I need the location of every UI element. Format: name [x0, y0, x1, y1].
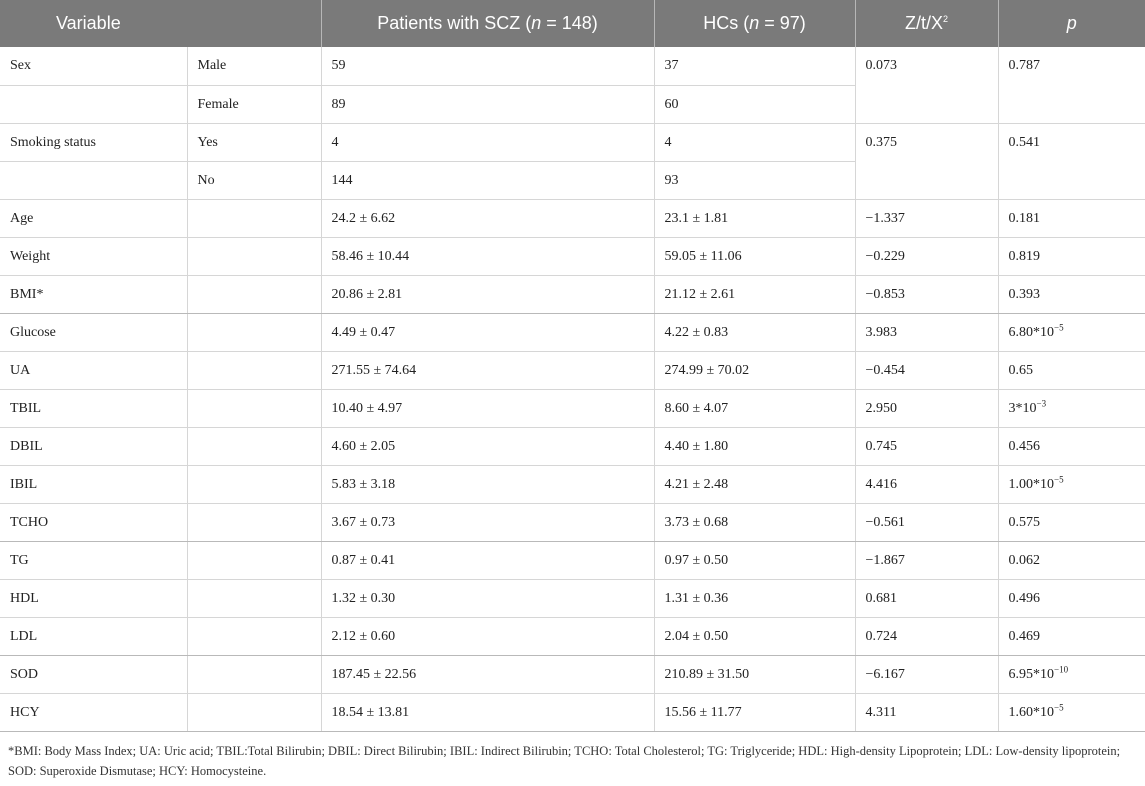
cell-sub: [187, 465, 321, 503]
table-row: [0, 313, 1145, 351]
cell-stat: −1.867: [855, 541, 998, 579]
cell-variable: TBIL: [0, 389, 187, 427]
cell-stat: −0.853: [855, 275, 998, 313]
header-hcs: HCs (n = 97): [654, 0, 855, 47]
table-row: [0, 465, 1145, 503]
cell-stat: 4.311: [855, 693, 998, 731]
cell-scz: 59: [321, 47, 654, 85]
cell-hc: 0.97 ± 0.50: [654, 541, 855, 579]
cell-scz: 187.45 ± 22.56: [321, 655, 654, 693]
cell-p: $1.00*10^{-5}$: [998, 465, 1145, 503]
cell-scz: 4: [321, 123, 654, 161]
cell-stat: 4.416: [855, 465, 998, 503]
cell-sub: Female: [187, 85, 321, 123]
table-row: [0, 275, 1145, 313]
cell-variable: TCHO: [0, 503, 187, 541]
table-row: [0, 389, 1145, 427]
cell-sub: [187, 579, 321, 617]
table-row: [0, 503, 1145, 541]
table-row: [0, 541, 1145, 579]
cell-sub: [187, 237, 321, 275]
cell-scz: 0.87 ± 0.41: [321, 541, 654, 579]
cell-variable: TG: [0, 541, 187, 579]
cell-sub: Male: [187, 47, 321, 85]
cell-stat: −0.229: [855, 237, 998, 275]
cell-hc: 93: [654, 161, 855, 199]
header-p: p: [998, 0, 1145, 47]
cell-hc: 4.21 ± 2.48: [654, 465, 855, 503]
cell-stat: 3.983: [855, 313, 998, 351]
cell-sub: [187, 199, 321, 237]
cell-hc: 4.22 ± 0.83: [654, 313, 855, 351]
cell-hc: 1.31 ± 0.36: [654, 579, 855, 617]
cell-sub: [187, 693, 321, 731]
cell-stat: −6.167: [855, 655, 998, 693]
cell-hc: 59.05 ± 11.06: [654, 237, 855, 275]
cell-stat: 0.073: [855, 47, 998, 123]
cell-p: 0.062: [998, 541, 1145, 579]
cell-sub: [187, 541, 321, 579]
cell-scz: 58.46 ± 10.44: [321, 237, 654, 275]
cell-p: 0.393: [998, 275, 1145, 313]
cell-p: 0.65: [998, 351, 1145, 389]
cell-hc: 15.56 ± 11.77: [654, 693, 855, 731]
cell-sub: [187, 427, 321, 465]
cell-scz: 2.12 ± 0.60: [321, 617, 654, 655]
cell-hc: 4.40 ± 1.80: [654, 427, 855, 465]
cell-scz: 89: [321, 85, 654, 123]
cell-scz: 271.55 ± 74.64: [321, 351, 654, 389]
cell-p: $3*10^{-3}$: [998, 389, 1145, 427]
cell-scz: 1.32 ± 0.30: [321, 579, 654, 617]
cell-variable: Age: [0, 199, 187, 237]
cell-hc: 8.60 ± 4.07: [654, 389, 855, 427]
header-variable: Variable: [0, 0, 321, 47]
table-row: [0, 617, 1145, 655]
cell-p: $6.80*10^{-5}$: [998, 313, 1145, 351]
table-row: [0, 123, 1145, 161]
cell-sub: [187, 655, 321, 693]
cell-scz: 144: [321, 161, 654, 199]
cell-scz: 3.67 ± 0.73: [321, 503, 654, 541]
table-row: [0, 199, 1145, 237]
cell-hc: 23.1 ± 1.81: [654, 199, 855, 237]
cell-variable: [0, 85, 187, 123]
table-row: [0, 237, 1145, 275]
cell-hc: 21.12 ± 2.61: [654, 275, 855, 313]
cell-scz: 18.54 ± 13.81: [321, 693, 654, 731]
table-row: [0, 693, 1145, 731]
header-row: [0, 0, 1145, 47]
cell-hc: 37: [654, 47, 855, 85]
cell-p: 0.469: [998, 617, 1145, 655]
cell-variable: SOD: [0, 655, 187, 693]
header-stat: $Z/t/X^2$: [855, 0, 998, 47]
cell-stat: 0.375: [855, 123, 998, 199]
cell-p: 0.819: [998, 237, 1145, 275]
cell-scz: 5.83 ± 3.18: [321, 465, 654, 503]
cell-sub: [187, 389, 321, 427]
cell-variable: IBIL: [0, 465, 187, 503]
cell-p: 0.541: [998, 123, 1145, 199]
cell-variable: HDL: [0, 579, 187, 617]
cell-stat: 0.745: [855, 427, 998, 465]
cell-hc: 3.73 ± 0.68: [654, 503, 855, 541]
cell-hc: 210.89 ± 31.50: [654, 655, 855, 693]
cell-sub: [187, 313, 321, 351]
cell-variable: Sex: [0, 47, 187, 85]
cell-stat: 0.724: [855, 617, 998, 655]
cell-variable: UA: [0, 351, 187, 389]
header-patients: Patients with SCZ (n = 148): [321, 0, 654, 47]
cell-hc: 60: [654, 85, 855, 123]
cell-stat: 2.950: [855, 389, 998, 427]
cell-sub: [187, 503, 321, 541]
cell-scz: 10.40 ± 4.97: [321, 389, 654, 427]
cell-sub: [187, 275, 321, 313]
cell-hc: 2.04 ± 0.50: [654, 617, 855, 655]
cell-variable: DBIL: [0, 427, 187, 465]
cell-p: 0.575: [998, 503, 1145, 541]
cell-stat: −0.561: [855, 503, 998, 541]
cell-p: $6.95*10^{-10}$: [998, 655, 1145, 693]
table-row: [0, 427, 1145, 465]
cell-stat: 0.681: [855, 579, 998, 617]
cell-scz: 20.86 ± 2.81: [321, 275, 654, 313]
cell-variable: BMI*: [0, 275, 187, 313]
cell-variable: LDL: [0, 617, 187, 655]
cell-p: 0.456: [998, 427, 1145, 465]
cell-sub: Yes: [187, 123, 321, 161]
table-row: [0, 47, 1145, 85]
table-footnote: *BMI: Body Mass Index; UA: Uric acid; TBIL:Total Bilirubin; DBIL: Direct Bilirubin; IBIL: Indirect Bilirubin; TCHO: Total Cholesterol; TG: Triglyceride; HDL: High-density Lipoprotein; LDL: Low-density lipoprotein; SOD: Superoxide Dismutase; HCY: Homocysteine.: [8, 744, 1121, 778]
cell-p: 0.496: [998, 579, 1145, 617]
cell-variable: Glucose: [0, 313, 187, 351]
cell-scz: 4.49 ± 0.47: [321, 313, 654, 351]
table-row: [0, 655, 1145, 693]
cell-stat: −1.337: [855, 199, 998, 237]
cell-hc: 4: [654, 123, 855, 161]
cell-hc: 274.99 ± 70.02: [654, 351, 855, 389]
cell-stat: −0.454: [855, 351, 998, 389]
cell-variable: [0, 161, 187, 199]
table-row: [0, 579, 1145, 617]
cell-sub: [187, 351, 321, 389]
cell-sub: No: [187, 161, 321, 199]
cell-p: 0.181: [998, 199, 1145, 237]
cell-p: $1.60*10^{-5}$: [998, 693, 1145, 731]
cell-p: 0.787: [998, 47, 1145, 123]
cell-sub: [187, 617, 321, 655]
cell-variable: Weight: [0, 237, 187, 275]
cell-scz: 4.60 ± 2.05: [321, 427, 654, 465]
cell-scz: 24.2 ± 6.62: [321, 199, 654, 237]
table-row: [0, 351, 1145, 389]
cell-variable: Smoking status: [0, 123, 187, 161]
cell-variable: HCY: [0, 693, 187, 731]
